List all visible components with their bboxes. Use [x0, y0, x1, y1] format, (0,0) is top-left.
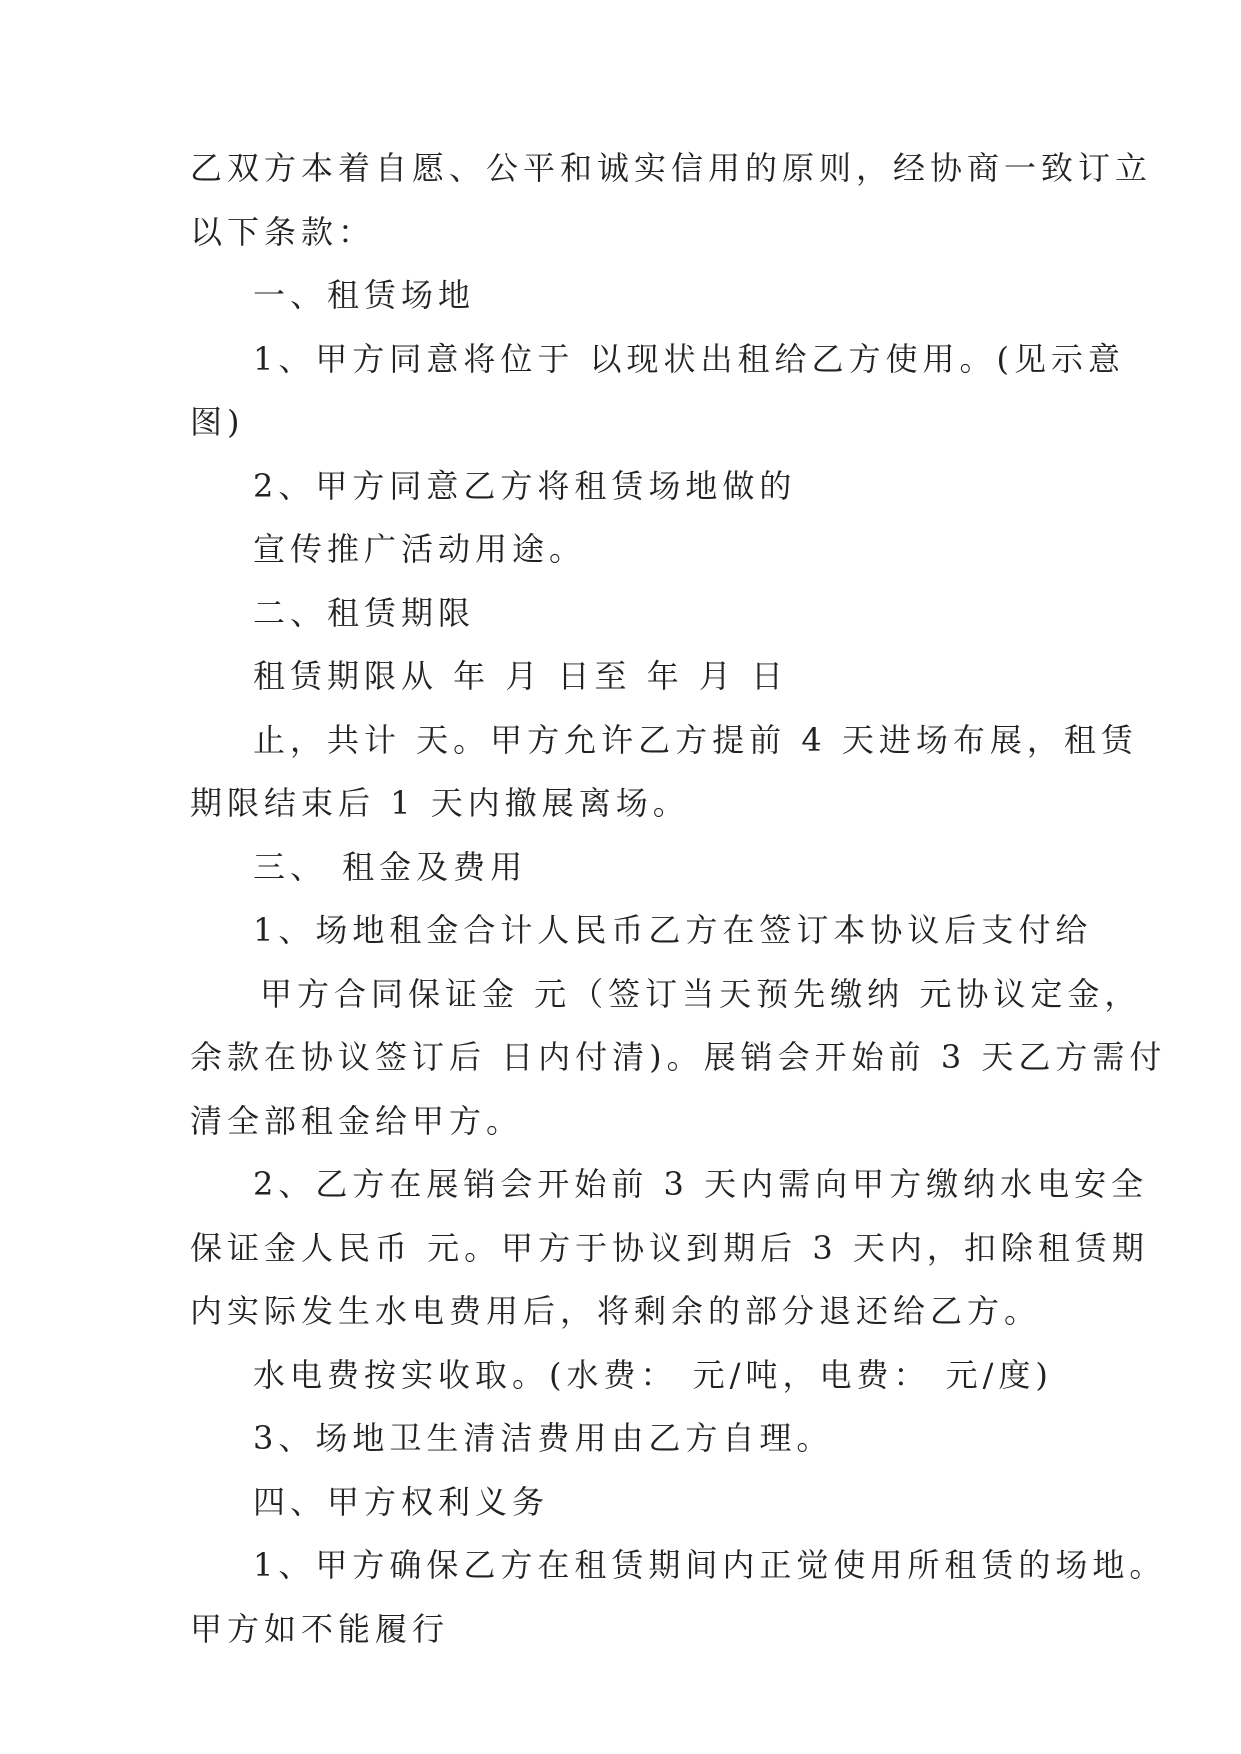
text-line: 2、乙方在展销会开始前 3 天内需向甲方缴纳水电安全: [253, 1165, 1149, 1203]
section-heading: 四、甲方权利义务: [253, 1483, 550, 1521]
text-line: 余款在协议签订后 日内付清)。展销会开始前 3 天乙方需付: [190, 1038, 1167, 1076]
text-line: 1、场地租金合计人民币乙方在签订本协议后支付给: [253, 911, 1093, 949]
text-line: 宣传推广活动用途。: [253, 530, 587, 568]
section-heading: 一、租赁场地: [253, 276, 476, 314]
text-line: 图): [190, 403, 245, 441]
text-line: 期限结束后 1 天内撤展离场。: [190, 784, 690, 822]
text-line: 3、场地卫生清洁费用由乙方自理。: [253, 1419, 834, 1457]
section-heading: 二、租赁期限: [253, 594, 476, 632]
text-line: 保证金人民币 元。甲方于协议到期后 3 天内，扣除租赁期: [190, 1229, 1149, 1267]
text-line: 租赁期限从 年 月 日至 年 月 日: [253, 657, 789, 695]
text-line: 2、甲方同意乙方将租赁场地做的: [253, 467, 797, 505]
section-heading: 三、 租金及费用: [253, 848, 528, 886]
text-line: 内实际发生水电费用后，将剩余的部分退还给乙方。: [190, 1292, 1042, 1330]
text-line: 甲方合同保证金 元（签订当天预先缴纳 元协议定金，: [260, 975, 1142, 1013]
text-line: 水电费按实收取。(水费： 元/吨，电费： 元/度): [253, 1356, 1053, 1394]
text-line: 止，共计 天。甲方允许乙方提前 4 天进场布展，租赁: [253, 721, 1138, 759]
text-line: 1、甲方同意将位于 以现状出租给乙方使用。(见示意: [253, 340, 1126, 378]
text-line: 乙双方本着自愿、公平和诚实信用的原则，经协商一致订立: [190, 149, 1153, 187]
text-line: 以下条款：: [190, 213, 376, 251]
text-line: 1、甲方确保乙方在租赁期间内正觉使用所租赁的场地。: [253, 1546, 1167, 1584]
text-line: 清全部租金给甲方。: [190, 1102, 524, 1140]
text-line: 甲方如不能履行: [190, 1610, 450, 1648]
